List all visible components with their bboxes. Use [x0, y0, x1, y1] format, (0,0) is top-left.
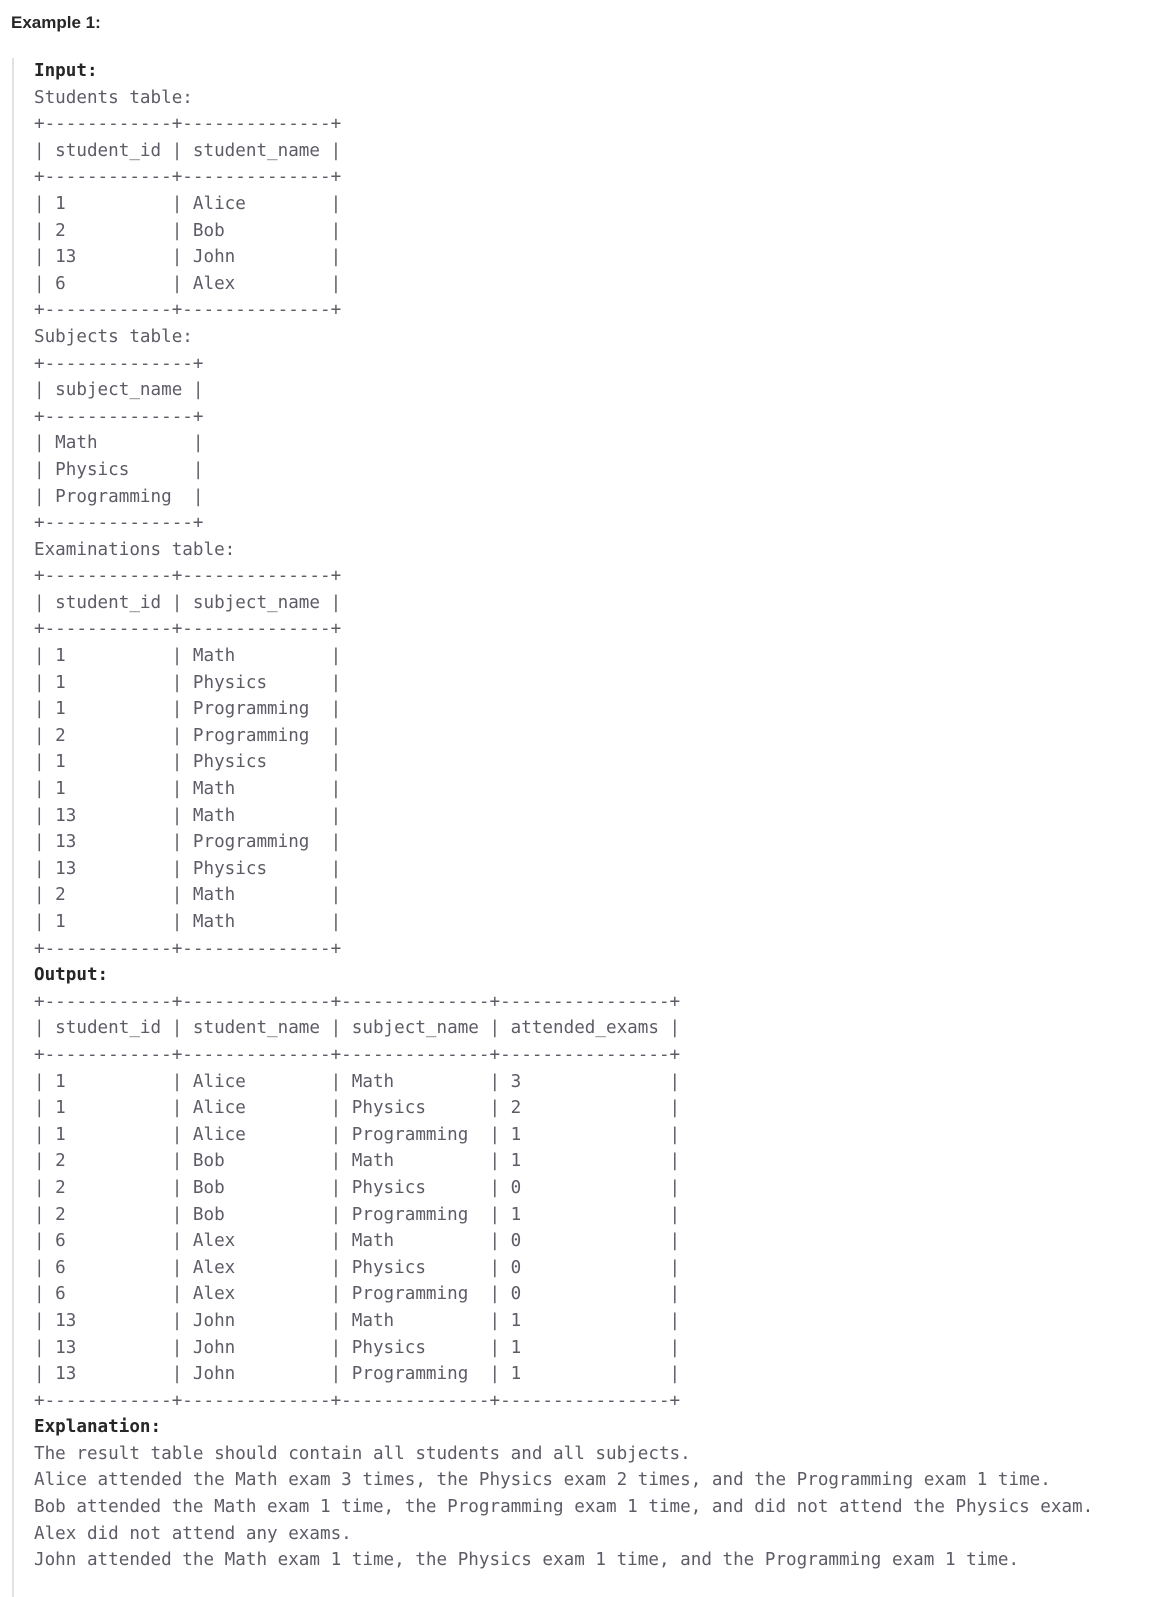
content-line: | 1 | Programming |: [34, 699, 342, 720]
content-line: | 2 | Programming |: [34, 725, 342, 746]
content-line: +------------+--------------+: [34, 938, 342, 959]
content-line: | 2 | Math |: [34, 885, 342, 906]
content-line: | 1 | Math |: [34, 646, 342, 667]
content-line: +--------------+: [34, 406, 204, 427]
section-label: Input:: [34, 61, 98, 81]
content-line: Bob attended the Math exam 1 time, the Programming exam 1 time, and did not attend the Physics exam.: [34, 1497, 1094, 1518]
content-line: | 1 | Physics |: [34, 672, 342, 693]
content-line: | 13 | John |: [34, 247, 342, 268]
content-line: | 6 | Alex |: [34, 273, 342, 294]
content-line: +------------+--------------+: [34, 300, 342, 321]
content-line: | 13 | Programming |: [34, 832, 342, 853]
content-line: | 2 | Bob | Physics | 0 |: [34, 1177, 681, 1198]
content-line: | student_id | subject_name |: [34, 592, 342, 613]
content-line: | 1 | Alice | Programming | 1 |: [34, 1124, 681, 1145]
content-line: | 1 | Physics |: [34, 752, 342, 773]
section-label: Explanation:: [34, 1417, 162, 1438]
content-line: | 1 | Alice | Math | 3 |: [34, 1071, 681, 1092]
content-line: John attended the Math exam 1 time, the Physics exam 1 time, and the Programming exam 1 time.: [34, 1550, 1020, 1571]
content-line: +--------------+: [34, 353, 204, 374]
example-heading: Example 1:: [11, 13, 101, 32]
content-line: Subjects table:: [34, 326, 193, 347]
content-line: | 13 | John | Math | 1 |: [34, 1310, 681, 1331]
content-line: | 13 | John | Physics | 1 |: [34, 1337, 681, 1358]
content-line: | 6 | Alex | Math | 0 |: [34, 1231, 681, 1252]
content-line: Students table:: [34, 87, 193, 108]
content-line: | 1 | Alice | Physics | 2 |: [34, 1098, 681, 1119]
content-line: +------------+--------------+--------------+----------------+: [34, 1044, 681, 1065]
content-line: Examinations table:: [34, 539, 236, 560]
content-line: | 1 | Alice |: [34, 193, 342, 214]
content-line: | Programming |: [34, 486, 204, 507]
content-line: | 2 | Bob | Math | 1 |: [34, 1151, 681, 1172]
content-line: +------------+--------------+: [34, 566, 342, 587]
content-line: | student_id | student_name |: [34, 140, 342, 161]
content-line: | 6 | Alex | Physics | 0 |: [34, 1257, 681, 1278]
content-line: | 13 | John | Programming | 1 |: [34, 1364, 681, 1385]
content-line: | 1 | Math |: [34, 779, 342, 800]
content-line: +------------+--------------+: [34, 114, 342, 135]
content-line: +--------------+: [34, 513, 204, 534]
example-content: [34, 58, 1093, 1574]
content-line: +------------+--------------+--------------+----------------+: [34, 1390, 681, 1411]
content-line: | 13 | Physics |: [34, 858, 342, 879]
content-line: | 13 | Math |: [34, 805, 342, 826]
content-line: | Physics |: [34, 459, 204, 480]
section-label: Output:: [34, 965, 109, 986]
content-line: +------------+--------------+--------------+----------------+: [34, 991, 681, 1012]
content-line: | 2 | Bob | Programming | 1 |: [34, 1204, 681, 1225]
content-line: +------------+--------------+: [34, 619, 342, 640]
content-line: Alice attended the Math exam 3 times, the Physics exam 2 times, and the Programming exam 1 time.: [34, 1470, 1051, 1491]
content-line: | subject_name |: [34, 380, 204, 401]
content-line: Alex did not attend any exams.: [34, 1523, 352, 1544]
content-line: The result table should contain all students and all subjects.: [34, 1443, 691, 1464]
example-block: [12, 58, 1164, 1597]
content-line: +------------+--------------+: [34, 167, 342, 188]
content-line: | 6 | Alex | Programming | 0 |: [34, 1284, 681, 1305]
content-line: | 2 | Bob |: [34, 220, 342, 241]
content-line: | student_id | student_name | subject_name | attended_exams |: [34, 1018, 681, 1039]
content-line: | Math |: [34, 433, 204, 454]
content-line: | 1 | Math |: [34, 912, 342, 932]
